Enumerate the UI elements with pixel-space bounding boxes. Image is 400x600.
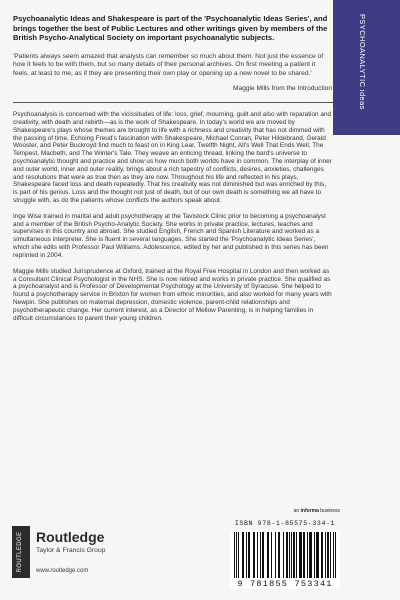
barcode-bar bbox=[278, 532, 280, 578]
barcode-bar bbox=[316, 532, 319, 578]
isbn-label: ISBN 978-1-85575-334-1 bbox=[234, 520, 336, 527]
barcode-bar bbox=[303, 532, 305, 578]
barcode-bar bbox=[314, 532, 315, 578]
series-spine-label: PSYCHOANALYTIC ideas bbox=[358, 14, 367, 110]
barcode-bar bbox=[293, 532, 295, 578]
cover-text bbox=[13, 14, 332, 330]
barcode-bar bbox=[238, 532, 239, 578]
author-bio-inge-wise: Inge Wise trained in marital and adult psychotherapy at the Tavistock Clinic prior to becoming a psychoanalyst and a member of the British Psycho-Analytic Society. She works in private practice, lectures, teaches and supervises in this country and abroad. She studied English, French and Spanish Literature and worked as a simultaneous interpreter. She is fluent in several languages. She started the 'Psychoanalytic Ideas Series', which she edits with Professor Paul Williams. Adolescence, edited by her and published in this series has been reprinted in 2004. bbox=[13, 212, 329, 259]
publisher-url: www.routledge.com bbox=[36, 568, 89, 574]
barcode-bar bbox=[330, 532, 331, 578]
barcode-bar bbox=[271, 532, 272, 578]
barcode-bar bbox=[291, 532, 292, 578]
author-bio-maggie-mills: Maggie Mills studied Jurisprudence at Oxford, trained at the Royal Free Hospital in London and then worked as a Consultant Clinical Psychologist in the NHS. She is now retired and works in private practice. She qualified as a psychoanalyst and is Professor of Developmental Psychology at the University of Syracuse. She helped to found a psychotherapy service in Brixton for women from ethnic minorities, and also worked for many years with Newpin. She publishes on maternal depression, domestic violence, parent-child relationships and psychotherapeutic change. Her current interest, as a Director of Mellow Parenting, is in helping families in difficult circumstances to parent their young children. bbox=[13, 267, 332, 322]
quote-attribution: Maggie Mills from the Introduction bbox=[233, 85, 332, 93]
barcode-bar bbox=[333, 532, 334, 578]
barcode-bar bbox=[275, 532, 276, 578]
barcode-bar bbox=[248, 532, 250, 578]
barcode-bar bbox=[289, 532, 290, 578]
barcode-bar bbox=[299, 532, 302, 578]
barcode-bar bbox=[253, 532, 255, 578]
barcode-bar bbox=[260, 532, 261, 578]
barcode-bar bbox=[327, 532, 329, 578]
barcode-bar bbox=[286, 532, 288, 578]
barcode-bar bbox=[267, 532, 269, 578]
barcode-bar bbox=[283, 532, 284, 578]
informa-business-label: an informa business bbox=[293, 508, 340, 514]
series-intro: Psychoanalytic Ideas and Shakespeare is part of the 'Psychoanalytic Ideas Series', and brings together the best of Public Lectures and other writings given by members of the British Psycho-Analytical Society on important psychoanalytic subjects. bbox=[13, 14, 328, 43]
barcode-bar bbox=[296, 532, 297, 578]
barcode-bar bbox=[236, 532, 237, 578]
series-spine-band bbox=[333, 0, 400, 135]
pull-quote: 'Patients always seem amazed that analysts can remember so much about them. Not just the essence of how it feels to be with them, but so many details of their personal archives. On first meeting a patient it feels, at least to me, as if they are presenting their own play or opening up a new novel to be shared.' bbox=[13, 53, 324, 77]
barcode-bar bbox=[321, 532, 323, 578]
barcode-digits: 9 781855 753341 bbox=[230, 579, 340, 589]
routledge-vertical-mark-icon bbox=[12, 526, 30, 578]
publisher-group: Taylor & Francis Group bbox=[36, 547, 106, 554]
barcode-bar bbox=[262, 532, 264, 578]
barcode-bar bbox=[246, 532, 247, 578]
barcode-bar bbox=[257, 532, 258, 578]
barcode-block bbox=[230, 508, 340, 592]
divider-rule bbox=[13, 102, 333, 103]
barcode-bar bbox=[307, 532, 308, 578]
routledge-mark-text: ROUTLEDGE bbox=[17, 531, 23, 573]
barcode-bar bbox=[234, 532, 235, 578]
barcode-bar bbox=[242, 532, 244, 578]
barcode-bar bbox=[309, 532, 312, 578]
barcode-bar bbox=[325, 532, 326, 578]
description-paragraph: Psychoanalysis is concerned with the vicissitudes of life: loss, grief, mourning, guilt and also with reparation and creativity, with death and rebirth—as is the work of Shakespeare. In today's world we are moved by Shakespeare's plays whose themes are brought to life with a richness and creativity that has not dimmed with the passing of time. Echoing Freud's fascination with Shakespeare, Michael Conran, Peter Hildebrand, Gerald Wooster, and Peter Buckroyd find much to feast on in King Lear, Twelfth Night, All's Well That Ends Well, The Tempest, Macbeth, and The Winter's Tale. They weave an enticing thread, linking the bard's universe to psychoanalytic thought and practice and show us how much both worlds have in common. The interplay of inner and outer world, inner and outer reality, brings about a rich tapestry of conflicts, desires, anxieties, challenges and resolutions that were as true then as they are now. Throughout his life and reflected in his plays, Shakespeare faced loss and death repeatedly. That his creativity was not diminished but was enriched by this, is part of his genius. Loss and the thought not just of death, but of our own death is something we all have to struggle with, as do the patients whose conflicts the authors speak about. bbox=[13, 111, 332, 205]
publisher-name: Routledge bbox=[36, 529, 105, 545]
barcode-bar bbox=[335, 532, 336, 578]
publisher-logo bbox=[12, 526, 152, 580]
